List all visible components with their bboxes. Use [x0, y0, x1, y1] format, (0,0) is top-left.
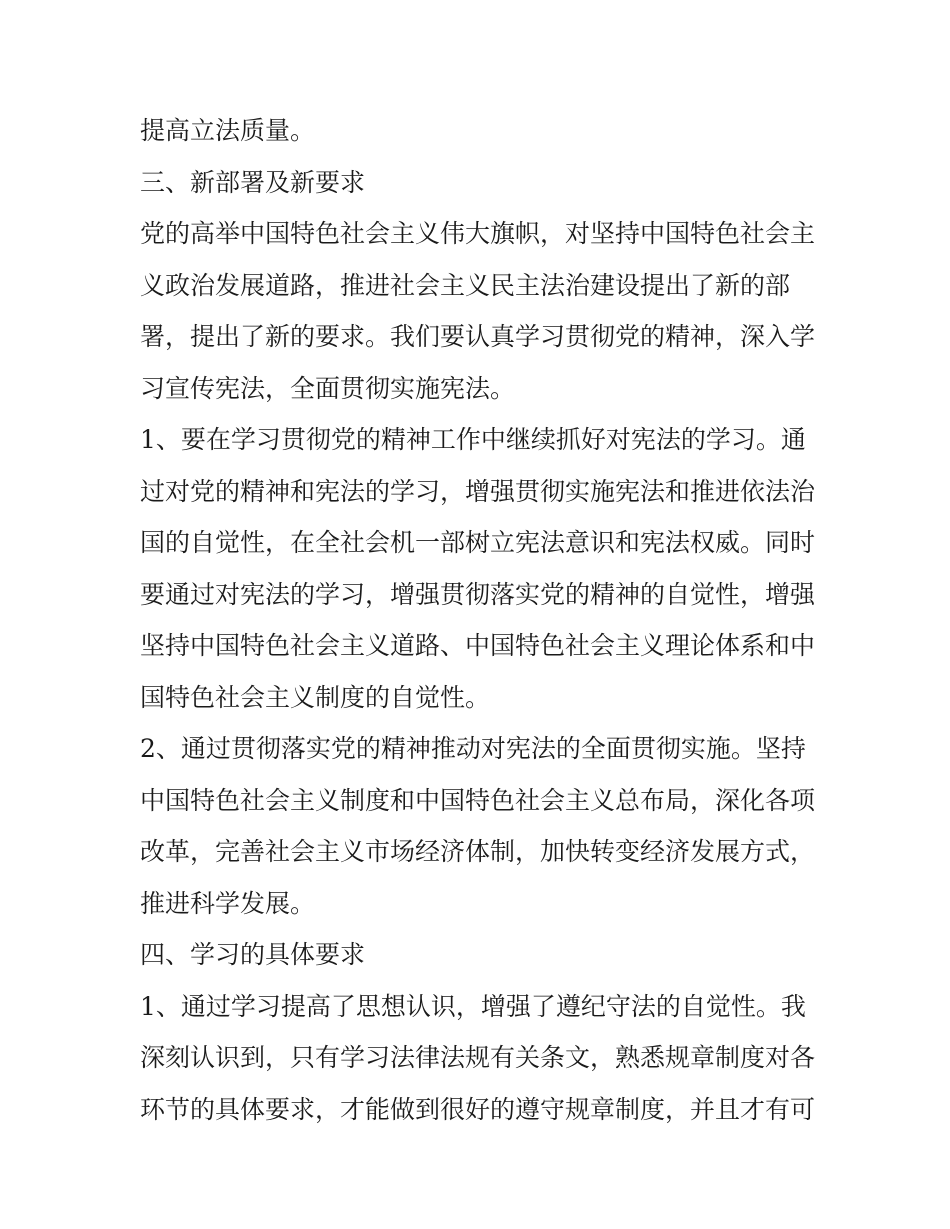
text-line: 1、通过学习提高了思想认识，增强了遵纪守法的自觉性。我: [140, 991, 806, 1021]
text-line: 改革，完善社会主义市场经济体制，加快转变经济发展方式，: [140, 837, 816, 866]
text-line: 党的高举中国特色社会主义伟大旗帜，对坚持中国特色社会主: [140, 219, 816, 248]
text-line: 中国特色社会主义制度和中国特色社会主义总布局，深化各项: [140, 785, 816, 815]
text-line: 义政治发展道路，推进社会主义民主法治建设提出了新的部: [140, 270, 791, 300]
text-line: 深刻认识到，只有学习法律法规有关条文，熟悉规章制度对各: [140, 1043, 816, 1072]
section-heading: 三、新部署及新要求: [140, 167, 366, 197]
text-line: 要通过对宪法的学习，增强贯彻落实党的精神的自觉性，增强: [140, 579, 816, 609]
document-body: [140, 105, 820, 1135]
text-line: 环节的具体要求，才能做到很好的遵守规章制度，并且才有可: [140, 1094, 816, 1124]
text-line: 过对党的精神和宪法的学习，增强贯彻实施宪法和推进依法治: [140, 476, 816, 506]
text-line: 习宣传宪法，全面贯彻实施宪法。: [140, 373, 516, 403]
text-line: 国特色社会主义制度的自觉性。: [140, 682, 491, 712]
text-line: 国的自觉性，在全社会机一部树立宪法意识和宪法权威。同时: [140, 528, 816, 557]
text-line: 1、要在学习贯彻党的精神工作中继续抓好对宪法的学习。通: [140, 425, 806, 454]
text-line: 坚持中国特色社会主义道路、中国特色社会主义理论体系和中: [140, 631, 816, 660]
text-line: 2、通过贯彻落实党的精神推动对宪法的全面贯彻实施。坚持: [140, 734, 806, 763]
text-line: 署，提出了新的要求。我们要认真学习贯彻党的精神，深入学: [140, 322, 816, 351]
text-line: 提高立法质量。: [140, 116, 316, 145]
text-line: 推进科学发展。: [140, 888, 316, 918]
section-heading: 四、学习的具体要求: [140, 940, 366, 969]
